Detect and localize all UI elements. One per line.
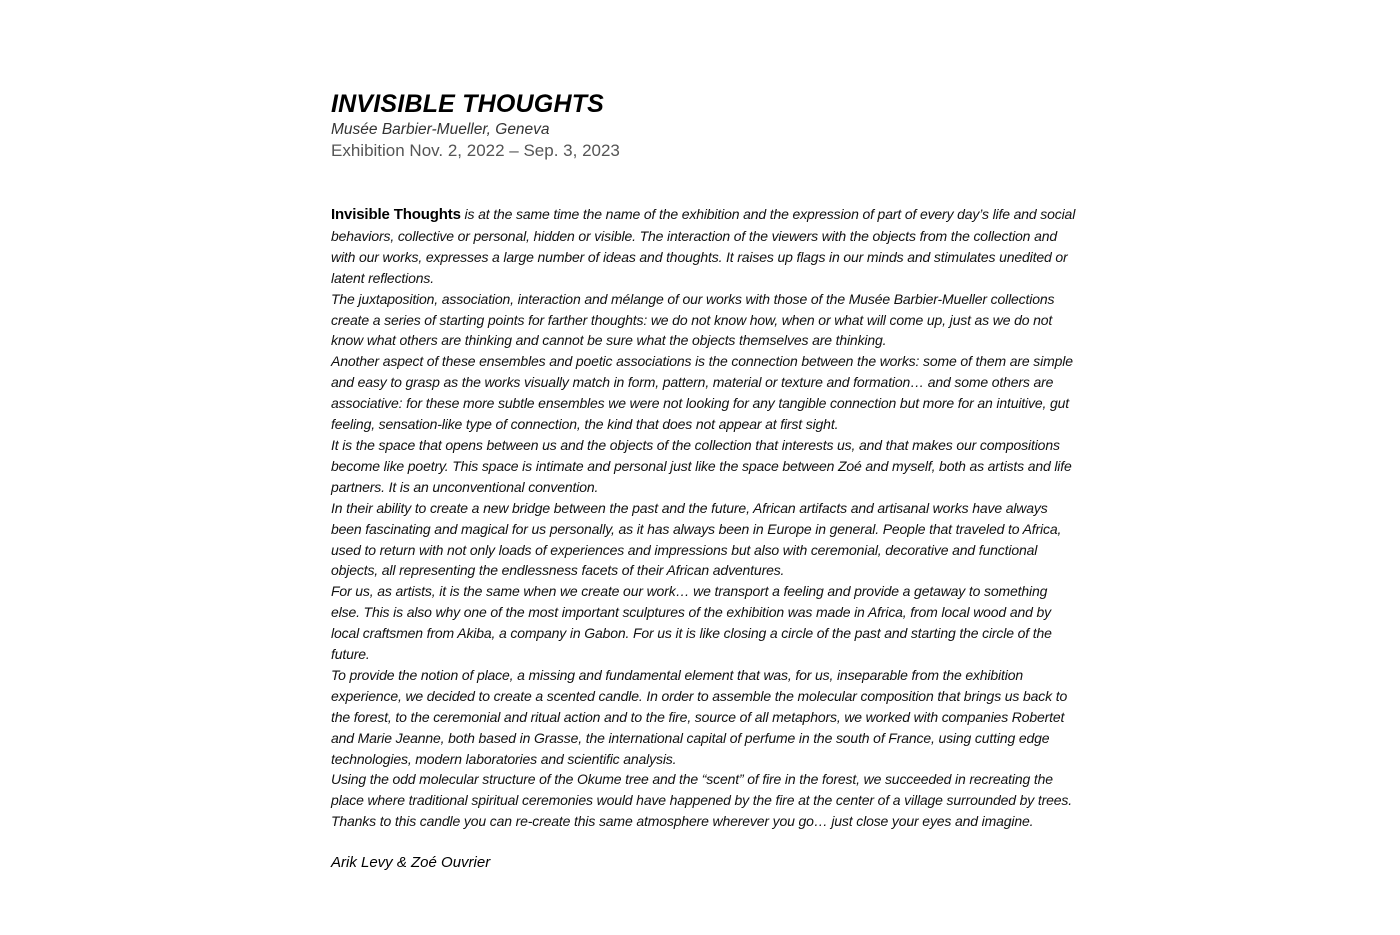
paragraph-4: It is the space that opens between us and the objects of the collection that interests us, and that makes our compositions become like poetry. This space is intimate and personal just like the space between Zoé and myself, both as artists and life partners. It is an unconventional convention. <box>331 436 1072 495</box>
paragraph-2: The juxtaposition, association, interaction and mélange of our works with those of the Musée Barbier-Mueller collections create a series of starting points for farther thoughts: we do not know how, when or what will come up, just as we do not know what others are thinking and cannot be sure what the objects themselves are thinking. <box>331 290 1055 349</box>
paragraph-8: Using the odd molecular structure of the Okume tree and the “scent” of fire in the forest, we succeeded in recreating the place where traditional spiritual ceremonies would have happened by the fire at the center of a village surrounded by trees. Thanks to this candle you can re-create this same atmosphere wherever you go… just close your eyes and imagine. <box>331 771 1072 830</box>
paragraph-1-text: is at the same time the name of the exhibition and the expression of part of every day’s life and social behaviors, collective or personal, hidden or visible. The interaction of the viewers with the objects from the collection and with our works, expresses a large number of ideas and thoughts. It raises up flags in our minds and stimulates unedited or latent reflections. <box>331 206 1076 286</box>
venue-line: Musée Barbier-Mueller, Geneva <box>331 121 550 138</box>
paragraph-5: In their ability to create a new bridge between the past and the future, African artifacts and artisanal works have always been fascinating and magical for us personally, as it has always been in Europe in general. People that traveled to Africa, used to return with not only loads of experiences and impressions but also with ceremonial, decorative and functional objects, all representing the endlessness facets of their African adventures. <box>331 499 1062 579</box>
document-content <box>331 88 1076 889</box>
paragraph-7: To provide the notion of place, a missing and fundamental element that was, for us, inseparable from the exhibition experience, we decided to create a scented candle. In order to assemble the molecular composition that brings us back to the forest, to the ceremonial and ritual action and to the fire, source of all metaphors, we worked with companies Robertet and Marie Jeanne, both based in Grasse, the international capital of perfume in the south of France, using cutting edge technologies, modern laboratories and scientific analysis. <box>331 666 1068 767</box>
exhibition-dates: Exhibition Nov. 2, 2022 – Sep. 3, 2023 <box>331 141 620 160</box>
paragraph-3: Another aspect of these ensembles and poetic associations is the connection between the works: some of them are simple and easy to grasp as the works visually match in form, pattern, material or texture and formation… and some others are associative: for these more subtle ensembles we were not looking for any tangible connection but more for an intuitive, gut feeling, sensation-like type of connection, the kind that does not appear at first sight. <box>331 353 1073 433</box>
body-text <box>331 204 1076 832</box>
paragraph-1 <box>331 204 1076 289</box>
signature: Arik Levy & Zoé Ouvrier <box>331 854 491 872</box>
lead-term: Invisible Thoughts <box>331 206 461 223</box>
paragraph-6: For us, as artists, it is the same when we create our work… we transport a feeling and provide a getaway to something else. This is also why one of the most important sculptures of the exhibition was made in Africa, from local wood and by local craftsmen from Akiba, a company in Gabon. For us it is like closing a circle of the past and starting the circle of the future. <box>331 583 1052 663</box>
page-title: INVISIBLE THOUGHTS <box>331 90 605 118</box>
